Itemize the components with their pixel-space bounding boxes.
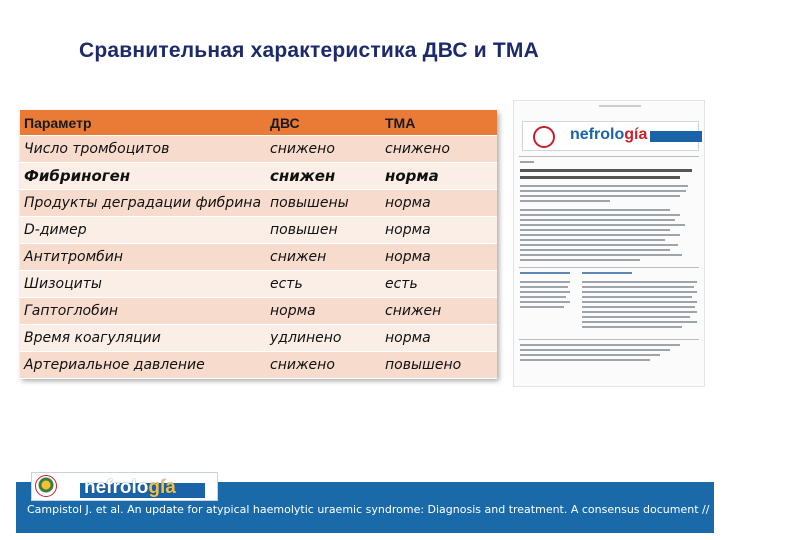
tma-value-cell: норма: [381, 217, 497, 244]
affiliation-line: [520, 254, 682, 256]
text-line: [582, 306, 695, 308]
header-parameter: Параметр: [20, 110, 266, 136]
tma-value-cell: есть: [381, 271, 497, 298]
text-line: [582, 286, 694, 288]
affiliation-line: [520, 234, 680, 236]
dic-value-cell: снижен: [266, 163, 381, 190]
text-line: [520, 291, 570, 293]
table-row: [20, 244, 497, 271]
page-header-line: [599, 105, 641, 107]
dic-value-cell: норма: [266, 298, 381, 325]
dic-value-cell: повышены: [266, 190, 381, 217]
tma-value-cell: норма: [381, 190, 497, 217]
affiliation-line: [520, 229, 670, 231]
affiliation-line: [520, 259, 640, 261]
tma-value-cell: норма: [381, 163, 497, 190]
journal-seal-icon: [533, 126, 555, 148]
text-line: [520, 281, 570, 283]
article-title-line: [520, 176, 680, 179]
affiliation-line: [520, 214, 680, 216]
table-row: [20, 163, 497, 190]
table-header-row: [20, 110, 497, 136]
text-line: [520, 296, 566, 298]
journal-banner: [522, 121, 699, 151]
comparison-table-wrapper: [20, 110, 497, 378]
dic-value-cell: снижено: [266, 136, 381, 163]
dic-value-cell: повышен: [266, 217, 381, 244]
dic-value-cell: есть: [266, 271, 381, 298]
text-line: [520, 161, 534, 163]
dic-value-cell: снижено: [266, 352, 381, 379]
parameter-cell: Гаптоглобин: [20, 298, 266, 325]
table-row: [20, 271, 497, 298]
authors-line: [520, 200, 610, 202]
text-line: [520, 286, 568, 288]
table-row: [20, 325, 497, 352]
text-line: [582, 321, 697, 323]
footer-journal-logo: nefrología: [84, 477, 176, 498]
journal-article-thumbnail: [513, 100, 705, 387]
tma-value-cell: снижено: [381, 136, 497, 163]
text-line: [520, 301, 570, 303]
section-heading-line: [520, 272, 570, 274]
dic-value-cell: снижен: [266, 244, 381, 271]
text-line: [582, 326, 682, 328]
parameter-cell: Время коагуляции: [20, 325, 266, 352]
text-line: [582, 301, 697, 303]
tma-value-cell: повышено: [381, 352, 497, 379]
divider: [519, 339, 699, 340]
table-row: [20, 136, 497, 163]
parameter-cell: Продукты деградации фибрина: [20, 190, 266, 217]
authors-line: [520, 190, 686, 192]
authors-line: [520, 195, 680, 197]
parameter-cell: Шизоциты: [20, 271, 266, 298]
dic-value-cell: удлинено: [266, 325, 381, 352]
parameter-cell: Фибриноген: [20, 163, 266, 190]
header-dic: ДВС: [266, 110, 381, 136]
slide-title: Сравнительная характеристика ДВС и ТМА: [79, 39, 539, 62]
parameter-cell: Антитромбин: [20, 244, 266, 271]
text-line: [582, 291, 697, 293]
footnote-line: [520, 354, 660, 356]
authors-line: [520, 185, 688, 187]
text-line: [520, 306, 564, 308]
society-seal-icon: [35, 475, 57, 497]
parameter-cell: Число тромбоцитов: [20, 136, 266, 163]
header-tma: ТМА: [381, 110, 497, 136]
table-row: [20, 298, 497, 325]
tma-value-cell: норма: [381, 325, 497, 352]
tma-value-cell: снижен: [381, 298, 497, 325]
affiliation-line: [520, 249, 670, 251]
footnote-line: [520, 344, 680, 346]
footnote-line: [520, 359, 650, 361]
divider: [519, 267, 699, 268]
table-row: [20, 190, 497, 217]
table-row: [20, 352, 497, 379]
parameter-cell: Артериальное давление: [20, 352, 266, 379]
affiliation-line: [520, 244, 678, 246]
citation-text: Campistol J. et al. An update for atypical haemolytic uraemic syndrome: Diagnosis and treatment. A consensus document // Nefrologia, 2015.: [27, 503, 808, 516]
text-line: [582, 316, 690, 318]
text-line: [582, 311, 697, 313]
parameter-cell: D-димер: [20, 217, 266, 244]
affiliation-line: [520, 239, 665, 241]
tma-value-cell: норма: [381, 244, 497, 271]
section-heading-line: [582, 272, 632, 274]
table-row: [20, 217, 497, 244]
journal-logo: nefrología: [567, 125, 650, 145]
footnote-line: [520, 349, 670, 351]
divider: [519, 156, 699, 157]
affiliation-line: [520, 219, 675, 221]
affiliation-line: [520, 209, 670, 211]
text-line: [582, 281, 697, 283]
affiliation-line: [520, 224, 685, 226]
article-title-line: [520, 169, 692, 172]
comparison-table: [20, 110, 497, 379]
text-line: [582, 296, 692, 298]
